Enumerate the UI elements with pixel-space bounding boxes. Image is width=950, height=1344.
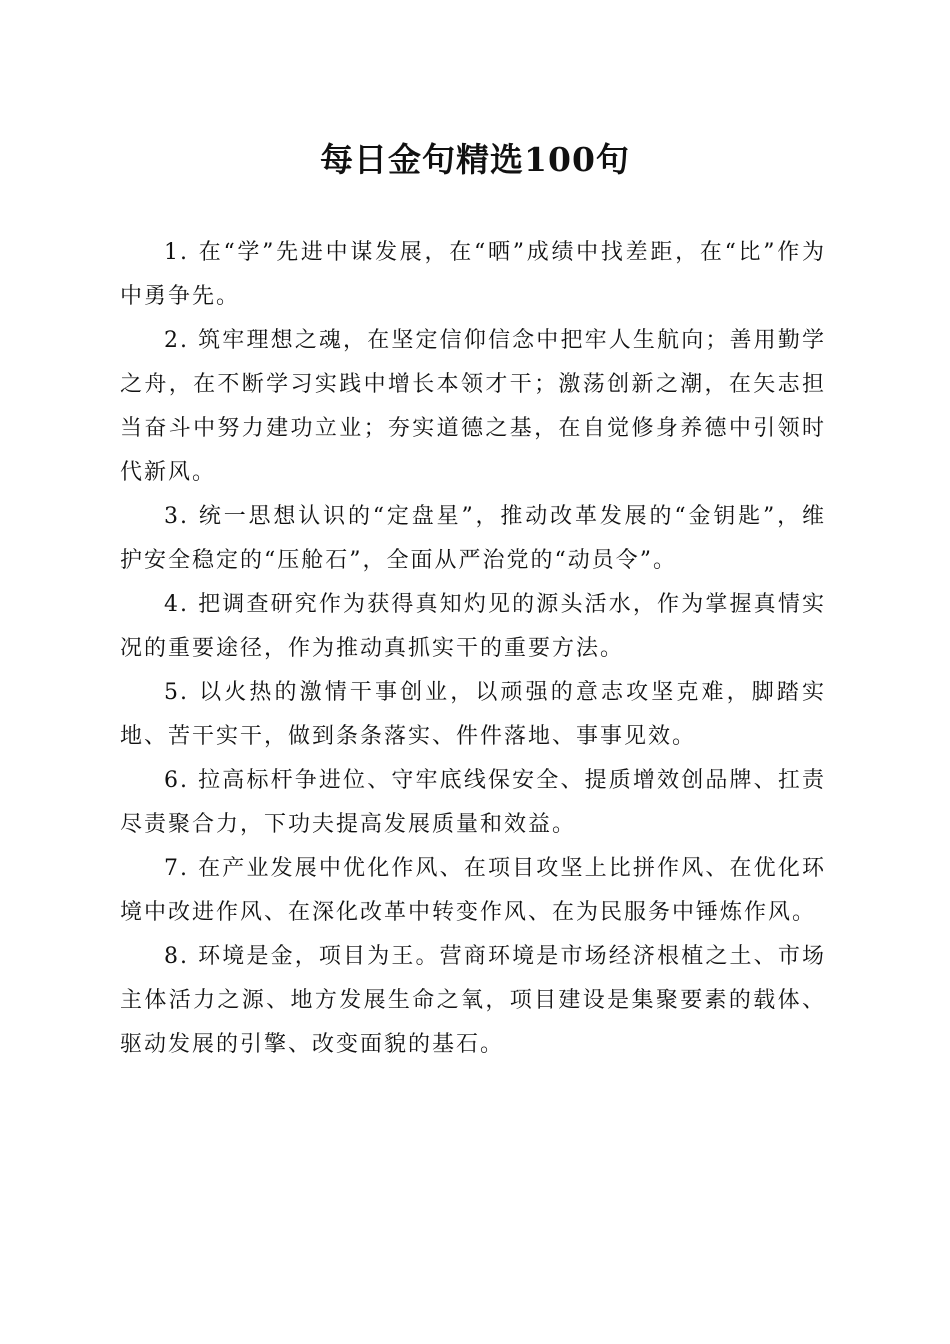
quote-item-5: 5. 以火热的激情干事创业，以顽强的意志攻坚克难，脚踏实地、苦干实干，做到条条落实、件件落地、事事见效。	[120, 680, 826, 749]
quote-item-7: 7. 在产业发展中优化作风、在项目攻坚上比拼作风、在优化环境中改进作风、在深化改革中转变作风、在为民服务中锤炼作风。	[120, 856, 826, 925]
page-title: 每日金句精选100句	[320, 140, 630, 179]
quote-list	[120, 231, 826, 1067]
quote-item-3: 3. 统一思想认识的“定盘星”，推动改革发展的“金钥匙”，维护安全稳定的“压舱石”，全面从严治党的“动员令”。	[120, 504, 826, 573]
quote-item-2: 2. 筑牢理想之魂，在坚定信仰信念中把牢人生航向；善用勤学之舟，在不断学习实践中增长本领才干；激荡创新之潮，在矢志担当奋斗中努力建功立业；夯实道德之基，在自觉修身养德中引领时代新风。	[120, 328, 826, 485]
quote-item-4: 4. 把调查研究作为获得真知灼见的源头活水，作为掌握真情实况的重要途径，作为推动真抓实干的重要方法。	[120, 592, 826, 661]
quote-item-1: 1. 在“学”先进中谋发展，在“晒”成绩中找差距，在“比”作为中勇争先。	[120, 240, 826, 309]
quote-item-8: 8. 环境是金，项目为王。营商环境是市场经济根植之土、市场主体活力之源、地方发展生命之氧，项目建设是集聚要素的载体、驱动发展的引擎、改变面貌的基石。	[120, 944, 826, 1057]
quote-item-6: 6. 拉高标杆争进位、守牢底线保安全、提质增效创品牌、扛责尽责聚合力，下功夫提高发展质量和效益。	[120, 768, 826, 837]
